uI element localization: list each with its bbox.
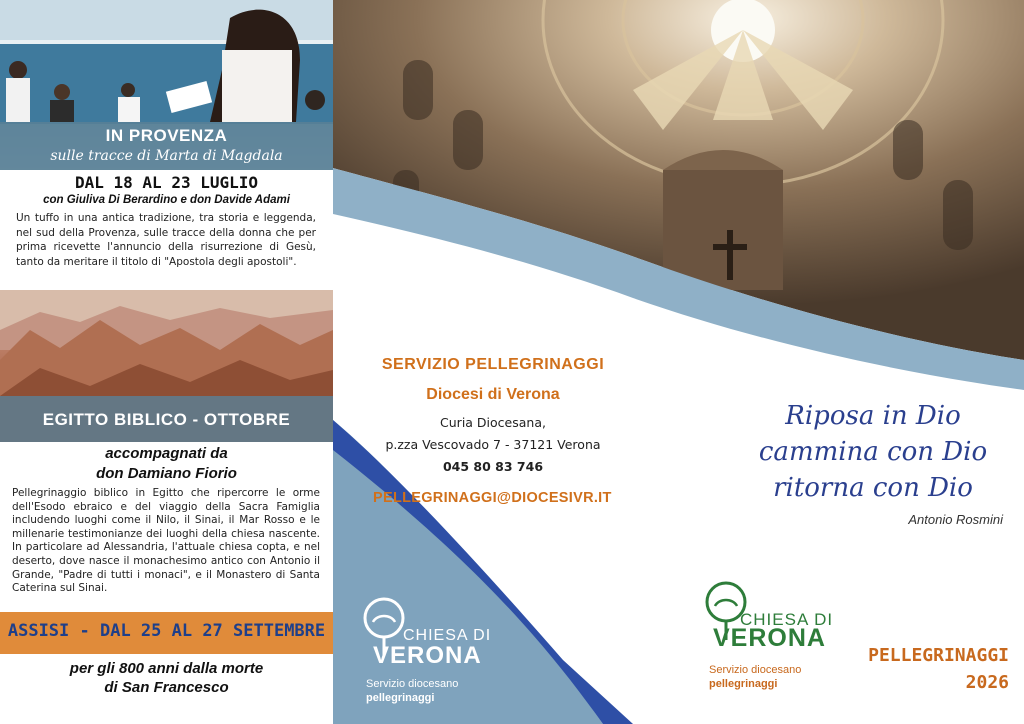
- assisi-subtitle-line1: per gli 800 anni dalla morte: [69, 660, 264, 677]
- cover-year: 2026: [965, 672, 1009, 693]
- cover-title: PELLEGRINAGGI: [868, 645, 1009, 666]
- service-title: SERVIZIO PELLEGRINAGGI: [381, 356, 605, 373]
- service-phone: 045 80 83 746: [442, 459, 544, 474]
- provence-guides: con Giuliva Di Berardino e don Davide Adami: [43, 194, 290, 206]
- service-email[interactable]: PELLEGRINAGGI@DIOCESIVR.IT: [373, 490, 612, 506]
- logo-white-servizio: Servizio diocesano: [366, 678, 459, 690]
- provence-subtitle: sulle tracce di Marta di Magdala: [50, 148, 283, 164]
- provence-title: IN PROVENZA: [105, 126, 228, 145]
- assisi-title: ASSISI - DAL 25 AL 27 SETTEMBRE: [7, 621, 326, 641]
- service-office: Curia Diocesana,: [440, 415, 546, 430]
- main-panel: [333, 0, 1024, 724]
- logo-white-verona: VERONA: [373, 642, 482, 669]
- provence-description: Un tuffo in una antica tradizione, tra storia e leggenda, nel sud della Provenza, sulle tracce della donna che per prima ricevette l'annuncio della risurrezione di Gesù, tanto da meritare il titolo di "Apostola degli apostoli".: [16, 212, 316, 268]
- egypt-guides-line1: accompagnati da: [105, 445, 228, 462]
- quote-line3: ritorna con Dio: [773, 473, 973, 503]
- service-diocese: Diocesi di Verona: [426, 386, 560, 403]
- logo-white-chiesa-di: CHIESA DI: [403, 627, 492, 644]
- provence-dates: DAL 18 AL 23 LUGLIO: [74, 173, 259, 192]
- egypt-description: Pellegrinaggio biblico in Egitto che ripercorre le orme dell'Esodo ebraico e del viaggio della Sacra Famiglia includendo luoghi come il Nilo, il Sinai, il Mar Rosso e le millenarie testimonianze dei luoghi della chiesa nascente. In particolare ad Alessandria, l'attuale chiesa copta, e nel deserto, dove nasce il monachesimo antico con Antonio il Grande, "Padre di tutti i monaci", e il Monastero di Santa Caterina sul Sinai.: [12, 487, 320, 595]
- quote-line2: cammina con Dio: [758, 437, 988, 467]
- logo-green-servizio: Servizio diocesano: [709, 664, 802, 676]
- logo-white-pellegrinaggi: pellegrinaggi: [366, 692, 435, 704]
- left-panel: [0, 0, 333, 724]
- logo-green-pellegrinaggi: pellegrinaggi: [709, 678, 778, 690]
- egypt-title: EGITTO BIBLICO - OTTOBRE: [42, 410, 291, 429]
- logo-green-verona: VERONA: [713, 624, 826, 652]
- quote-line1: Riposa in Dio: [785, 401, 961, 431]
- egypt-guides-line2: don Damiano Fiorio: [96, 465, 237, 482]
- logo-green-chiesa-di: CHIESA DI: [740, 610, 834, 629]
- quote-author: Antonio Rosmini: [908, 512, 1003, 527]
- service-address: p.zza Vescovado 7 - 37121 Verona: [385, 437, 601, 452]
- assisi-subtitle-line2: di San Francesco: [104, 679, 229, 696]
